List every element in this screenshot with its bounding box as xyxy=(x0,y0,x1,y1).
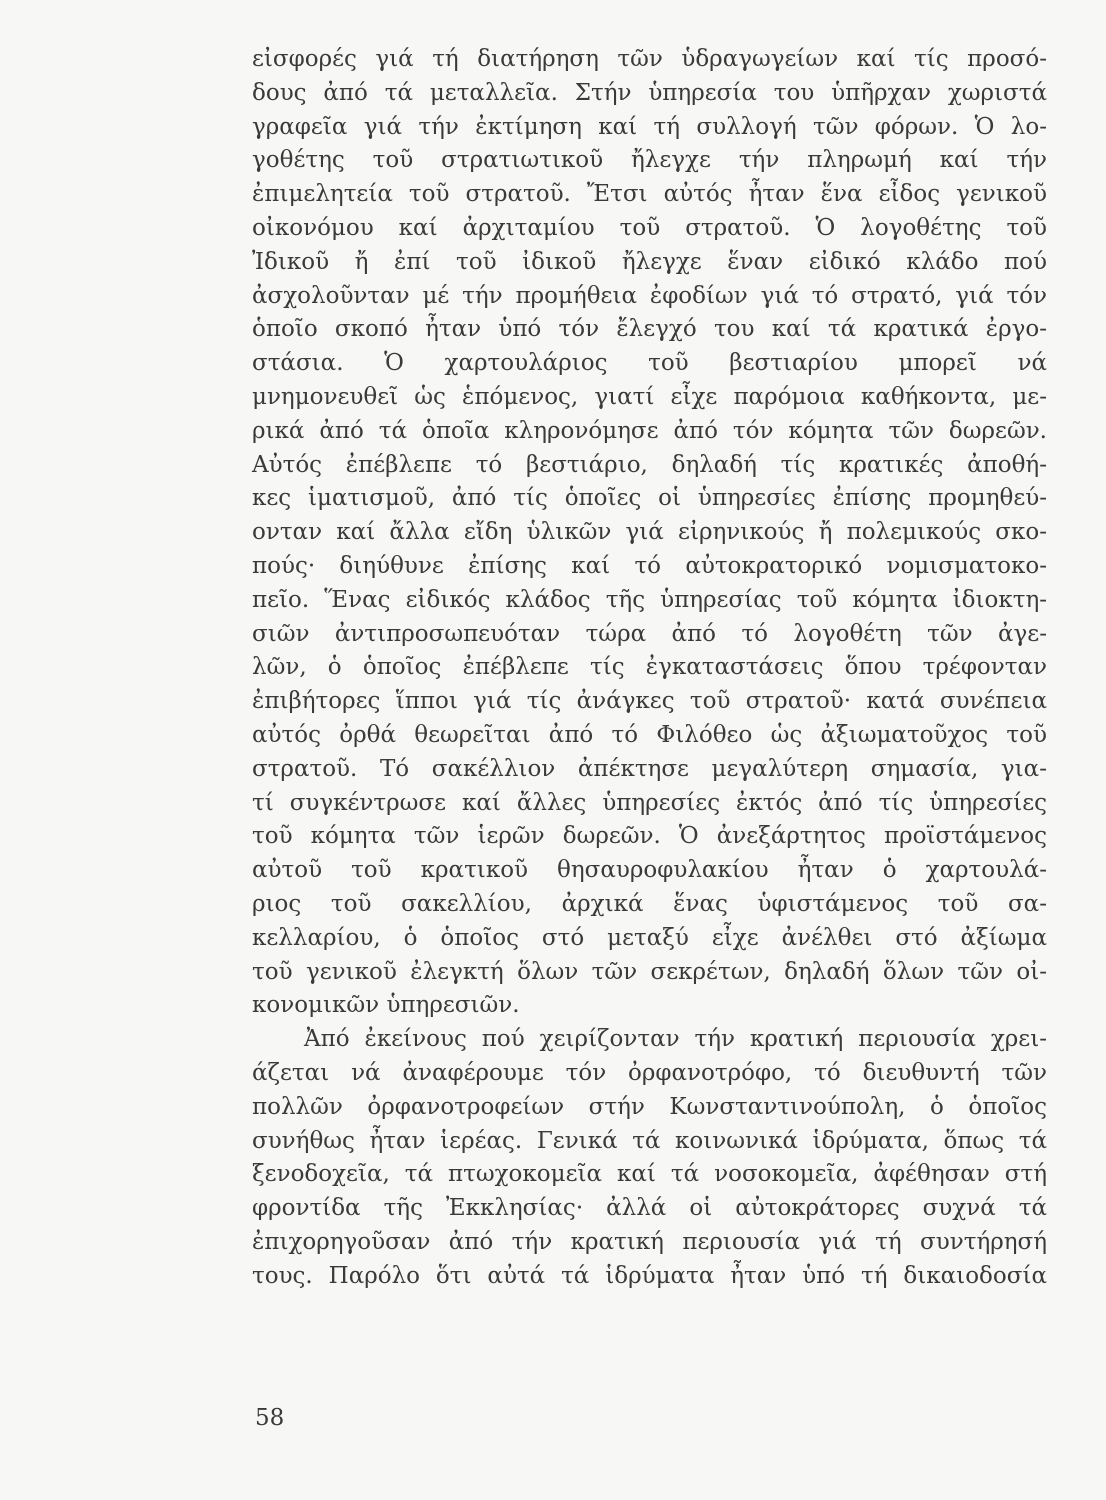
text-line: πεῖο. Ἕνας εἰδικός κλάδος τῆς ὑπηρεσίας τοῦ κόμητα ἰδιοκτη- xyxy=(252,586,1047,613)
text-line: δους ἀπό τά μεταλλεῖα. Στήν ὑπηρεσία του ὑπῆρχαν χωριστά xyxy=(252,79,1047,106)
text-line: αὐτοῦ τοῦ κρατικοῦ θησαυροφυλακίου ἦταν ὁ χαρτουλά- xyxy=(252,857,1047,884)
text-line: τοῦ γενικοῦ ἐλεγκτή ὅλων τῶν σεκρέτων, δηλαδή ὅλων τῶν οἰ- xyxy=(252,958,1047,985)
text-line: κελλαρίου, ὁ ὁποῖος στό μεταξύ εἶχε ἀνέλθει στό ἀξίωμα xyxy=(252,924,1047,951)
text-line: ἐπιχορηγοῦσαν ἀπό τήν κρατική περιουσία γιά τή συντήρησή xyxy=(252,1228,1047,1255)
text-line: Ἰδικοῦ ἤ ἐπί τοῦ ἰδικοῦ ἤλεγχε ἕναν εἰδικό κλάδο πού xyxy=(252,248,1047,275)
text-line: γραφεῖα γιά τήν ἐκτίμηση καί τή συλλογή τῶν φόρων. Ὁ λο- xyxy=(252,113,1047,140)
text-line: ὁποῖο σκοπό ἦταν ὑπό τόν ἔλεγχό του καί τά κρατικά ἐργο- xyxy=(252,316,1047,343)
text-line: ἐπιμελητεία τοῦ στρατοῦ. Ἔτσι αὐτός ἦταν ἕνα εἶδος γενικοῦ xyxy=(252,181,1047,208)
body-text xyxy=(252,43,1047,1293)
paragraph-end-line: κονομικῶν ὑπηρεσιῶν. xyxy=(252,992,520,1019)
text-line: γοθέτης τοῦ στρατιωτικοῦ ἤλεγχε τήν πληρωμή καί τήν xyxy=(252,147,1047,174)
text-line: οἰκονόμου καί ἀρχιταμίου τοῦ στρατοῦ. Ὁ λογοθέτης τοῦ xyxy=(252,214,1047,241)
text-line: ονταν καί ἄλλα εἴδη ὑλικῶν γιά εἰρηνικούς ἤ πολεμικούς σκο- xyxy=(252,519,1047,546)
text-line: κες ἱματισμοῦ, ἀπό τίς ὁποῖες οἱ ὑπηρεσίες ἐπίσης προμηθεύ- xyxy=(252,485,1047,512)
text-line: φροντίδα τῆς Ἐκκλησίας· ἀλλά οἱ αὐτοκράτορες συχνά τά xyxy=(252,1195,1047,1222)
text-line: πολλῶν ὀρφανοτροφείων στήν Κωνσταντινούπολη, ὁ ὁποῖος xyxy=(252,1093,1047,1120)
text-line: στάσια. Ὁ χαρτουλάριος τοῦ βεστιαρίου μπορεῖ νά xyxy=(252,350,1047,377)
text-line: συνήθως ἦταν ἱερέας. Γενικά τά κοινωνικά ἱδρύματα, ὅπως τά xyxy=(252,1127,1047,1154)
text-line: ἀσχολοῦνταν μέ τήν προμήθεια ἐφοδίων γιά τό στρατό, γιά τόν xyxy=(252,282,1047,309)
text-line: αὐτός ὀρθά θεωρεῖται ἀπό τό Φιλόθεο ὡς ἀξιωματοῦχος τοῦ xyxy=(252,721,1047,748)
text-line: τοῦ κόμητα τῶν ἱερῶν δωρεῶν. Ὁ ἀνεξάρτητος προϊστάμενος xyxy=(252,823,1047,850)
page-number: 58 xyxy=(255,1405,285,1431)
text-line: ρικά ἀπό τά ὁποῖα κληρονόμησε ἀπό τόν κόμητα τῶν δωρεῶν. xyxy=(252,417,1047,444)
text-line: τους. Παρόλο ὅτι αὐτά τά ἱδρύματα ἦταν ὑπό τή δικαιοδοσία xyxy=(252,1262,1047,1289)
text-line: εἰσφορές γιά τή διατήρηση τῶν ὑδραγωγείων καί τίς προσό- xyxy=(252,46,1047,72)
text-line: ἐπιβήτορες ἵπποι γιά τίς ἀνάγκες τοῦ στρατοῦ· κατά συνέπεια xyxy=(252,688,1047,715)
text-line: λῶν, ὁ ὁποῖος ἐπέβλεπε τίς ἐγκαταστάσεις ὅπου τρέφονταν xyxy=(252,654,1047,681)
text-line: άζεται νά ἀναφέρουμε τόν ὀρφανοτρόφο, τό διευθυντή τῶν xyxy=(252,1059,1047,1086)
text-line: σιῶν ἀντιπροσωπευόταν τώρα ἀπό τό λογοθέτη τῶν ἀγε- xyxy=(252,620,1047,647)
text-line: τί συγκέντρωσε καί ἄλλες ὑπηρεσίες ἐκτός ἀπό τίς ὑπηρεσίες xyxy=(252,789,1047,816)
text-line: μνημονευθεῖ ὡς ἑπόμενος, γιατί εἶχε παρόμοια καθήκοντα, με- xyxy=(252,383,1047,410)
text-line: στρατοῦ. Τό σακέλλιον ἀπέκτησε μεγαλύτερη σημασία, για- xyxy=(252,755,1047,782)
paragraph-start-line: Ἀπό ἐκείνους πού χειρίζονταν τήν κρατική περιουσία χρει- xyxy=(304,1026,1047,1053)
text-line: Αὐτός ἐπέβλεπε τό βεστιάριο, δηλαδή τίς κρατικές ἀποθή- xyxy=(252,451,1047,478)
text-line: ριος τοῦ σακελλίου, ἀρχικά ἕνας ὑφιστάμενος τοῦ σα- xyxy=(252,890,1047,917)
text-line: ξενοδοχεῖα, τά πτωχοκομεῖα καί τά νοσοκομεῖα, ἀφέθησαν στή xyxy=(252,1161,1047,1188)
text-line: πούς· διηύθυνε ἐπίσης καί τό αὐτοκρατορικό νομισματοκο- xyxy=(252,552,1047,579)
